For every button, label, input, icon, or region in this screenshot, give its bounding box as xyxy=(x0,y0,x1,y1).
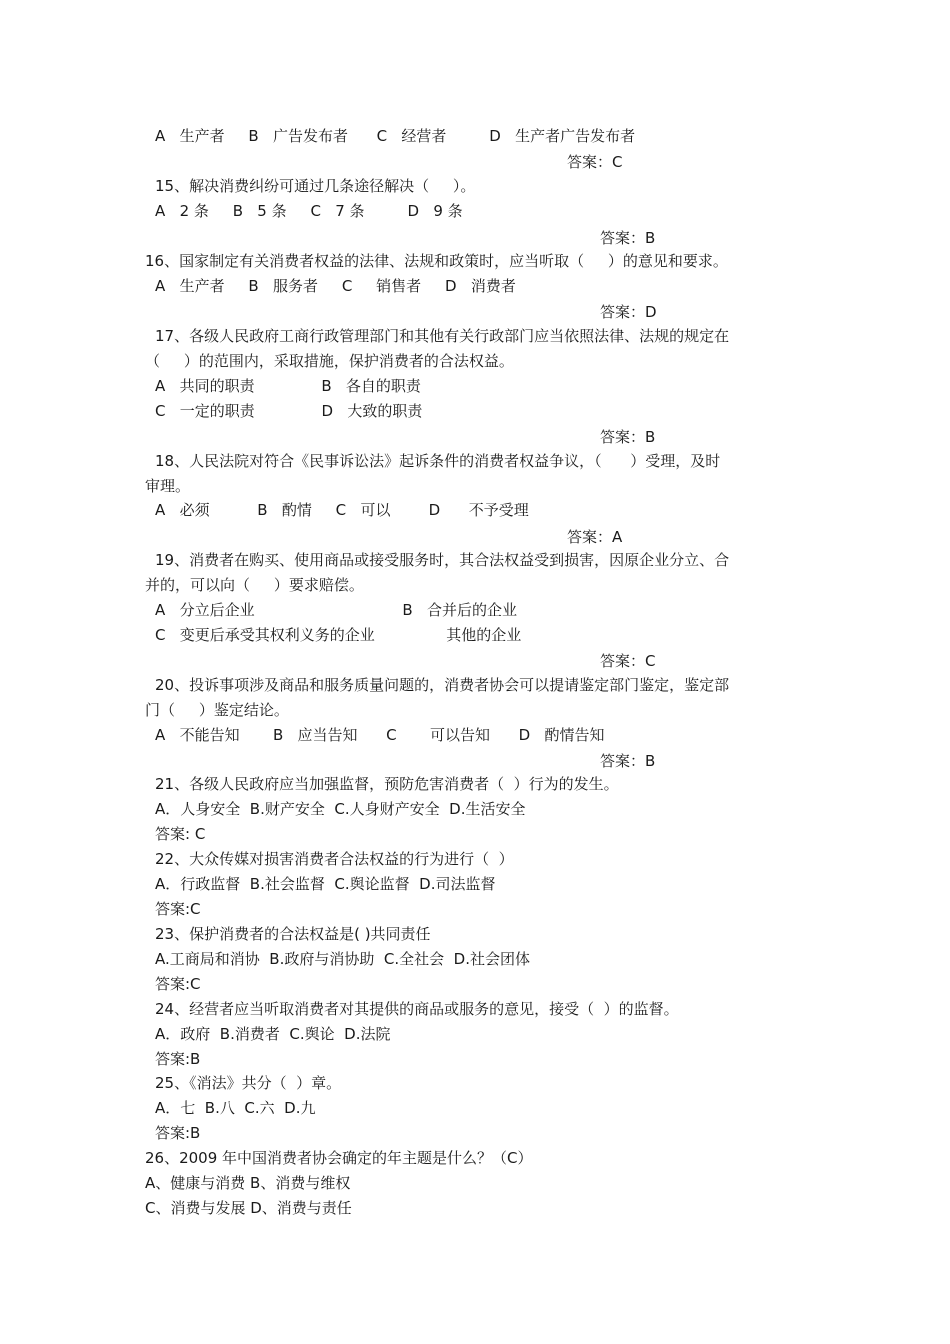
q14-options: A 生产者 B 广告发布者 C 经营者 D 生产者广告发布者 xyxy=(155,127,636,145)
q23-options: A.工商局和消协 B.政府与消协助 C.全社会 D.社会团体 xyxy=(155,950,530,968)
q18-question-cont: 审理。 xyxy=(145,477,191,495)
q17-question-cont: （ ）的范围内，采取措施，保护消费者的合法权益。 xyxy=(145,352,514,370)
q19-options-cd: C 变更后承受其权利义务的企业 其他的企业 xyxy=(155,626,522,644)
q18-options: A 必须 B 酌情 C 可以 D 不予受理 xyxy=(155,501,529,519)
q19-question-cont: 并的，可以向（ ）要求赔偿。 xyxy=(145,576,364,594)
q15-answer: 答案：B xyxy=(600,229,656,247)
q17-options-ab: A 共同的职责 B 各自的职责 xyxy=(155,377,421,395)
q25-answer: 答案:B xyxy=(155,1124,201,1142)
q24-options: A．政府 B.消费者 C.舆论 D.法院 xyxy=(155,1025,391,1043)
q15-question: 15、解决消费纠纷可通过几条途径解决（ ）。 xyxy=(155,177,476,195)
q19-answer: 答案：C xyxy=(600,652,656,670)
q26-options-cd: C、消费与发展 D、消费与责任 xyxy=(145,1199,352,1217)
q21-answer: 答案: C xyxy=(155,825,206,843)
q20-question: 20、投诉事项涉及商品和服务质量问题的，消费者协会可以提请鉴定部门鉴定，鉴定部 xyxy=(155,676,730,694)
q17-question: 17、各级人民政府工商行政管理部门和其他有关行政部门应当依照法律、法规的规定在 xyxy=(155,327,730,345)
q26-options-ab: A、健康与消费 B、消费与维权 xyxy=(145,1174,351,1192)
q14-answer: 答案：C xyxy=(567,153,623,171)
q19-options-ab: A 分立后企业 B 合并后的企业 xyxy=(155,601,517,619)
q20-answer: 答案：B xyxy=(600,752,656,770)
q19-question: 19、消费者在购买、使用商品或接受服务时，其合法权益受到损害，因原企业分立、合 xyxy=(155,551,730,569)
q24-answer: 答案:B xyxy=(155,1050,201,1068)
q22-options: A．行政监督 B.社会监督 C.舆论监督 D.司法监督 xyxy=(155,875,496,893)
q25-options: A．七 B.八 C.六 D.九 xyxy=(155,1099,316,1117)
q18-answer: 答案：A xyxy=(567,528,623,546)
q20-options: A 不能告知 B 应当告知 C 可以告知 D 酌情告知 xyxy=(155,726,605,744)
q23-question: 23、保护消费者的合法权益是( )共同责任 xyxy=(155,925,431,943)
q21-options: A．人身安全 B.财产安全 C.人身财产安全 D.生活安全 xyxy=(155,800,526,818)
q24-question: 24、经营者应当听取消费者对其提供的商品或服务的意见，接受（ ）的监督。 xyxy=(155,1000,679,1018)
q22-answer: 答案:C xyxy=(155,900,201,918)
q16-question: 16、国家制定有关消费者权益的法律、法规和政策时，应当听取（ ）的意见和要求。 xyxy=(145,252,728,270)
q17-options-cd: C 一定的职责 D 大致的职责 xyxy=(155,402,423,420)
q22-question: 22、大众传媒对损害消费者合法权益的行为进行（ ） xyxy=(155,850,514,868)
q16-answer: 答案：D xyxy=(600,303,657,321)
q21-question: 21、各级人民政府应当加强监督，预防危害消费者（ ）行为的发生。 xyxy=(155,775,619,793)
q20-question-cont: 门（ ）鉴定结论。 xyxy=(145,701,289,719)
q18-question: 18、人民法院对符合《民事诉讼法》起诉条件的消费者权益争议，（ ）受理，及时 xyxy=(155,452,721,470)
q15-options: A 2 条 B 5 条 C 7 条 D 9 条 xyxy=(155,202,463,220)
q26-question: 26、2009 年中国消费者协会确定的年主题是什么？（C） xyxy=(145,1149,533,1167)
q23-answer: 答案:C xyxy=(155,975,201,993)
q16-options: A 生产者 B 服务者 C 销售者 D 消费者 xyxy=(155,277,516,295)
q25-question: 25、《消法》共分（ ）章。 xyxy=(155,1074,342,1092)
q17-answer: 答案：B xyxy=(600,428,656,446)
